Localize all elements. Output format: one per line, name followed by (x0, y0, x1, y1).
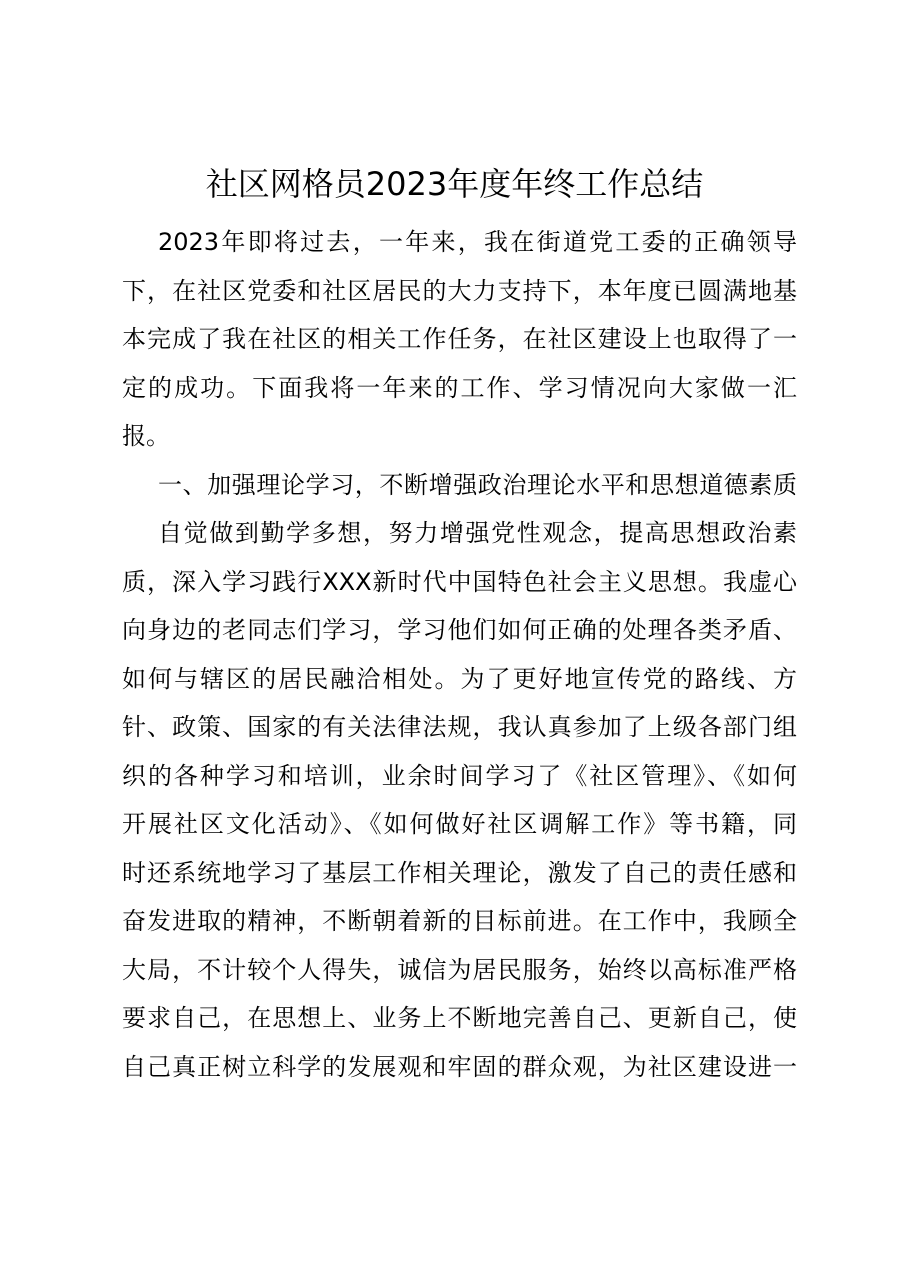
paragraph-line: 如何与辖区的居民融洽相处。为了更好地宣传党的路线、方 (122, 664, 797, 693)
document-title: 社区网格员2023年度年终工作总结 (205, 165, 704, 203)
paragraph-line: 报。 (122, 422, 170, 450)
paragraph-line: 时还系统地学习了基层工作相关理论，激发了自己的责任感和 (122, 858, 797, 887)
paragraph-line: 向身边的老同志们学习，学习他们如何正确的处理各类矛盾、 (122, 616, 797, 644)
paragraph-line: 奋发进取的精神，不断朝着新的目标前进。在工作中，我顾全 (122, 907, 797, 935)
paragraph-line: 织的各种学习和培训，业余时间学习了《社区管理》、《如何 (122, 761, 797, 790)
paragraph-line: 开展社区文化活动》、《如何做好社区调解工作》等书籍，同 (122, 810, 797, 838)
paragraph-line: 2023年即将过去，一年来，我在街道党工委的正确领导 (158, 228, 797, 256)
paragraph-line: 要求自己，在思想上、业务上不断地完善自己、更新自己，使 (122, 1004, 797, 1032)
section-heading: 一、加强理论学习，不断增强政治理论水平和思想道德素质 (158, 470, 797, 499)
document-body (122, 218, 797, 1091)
paragraph-line: 自觉做到勤学多想，努力增强党性观念，提高思想政治素 (158, 519, 797, 547)
paragraph-line: 自己真正树立科学的发展观和牢固的群众观，为社区建设进一 (122, 1052, 797, 1081)
paragraph-line: 定的成功。下面我将一年来的工作、学习情况向大家做一汇 (122, 373, 797, 402)
paragraph-line: 本完成了我在社区的相关工作任务，在社区建设上也取得了一 (122, 325, 797, 353)
paragraph-line: 针、政策、国家的有关法律法规，我认真参加了上级各部门组 (122, 713, 797, 741)
paragraph-line: 质，深入学习践行XXX新时代中国特色社会主义思想。我虚心 (122, 567, 797, 596)
paragraph-line: 下，在社区党委和社区居民的大力支持下，本年度已圆满地基 (122, 276, 797, 305)
paragraph-line: 大局，不计较个人得失，诚信为居民服务，始终以高标准严格 (122, 955, 797, 984)
